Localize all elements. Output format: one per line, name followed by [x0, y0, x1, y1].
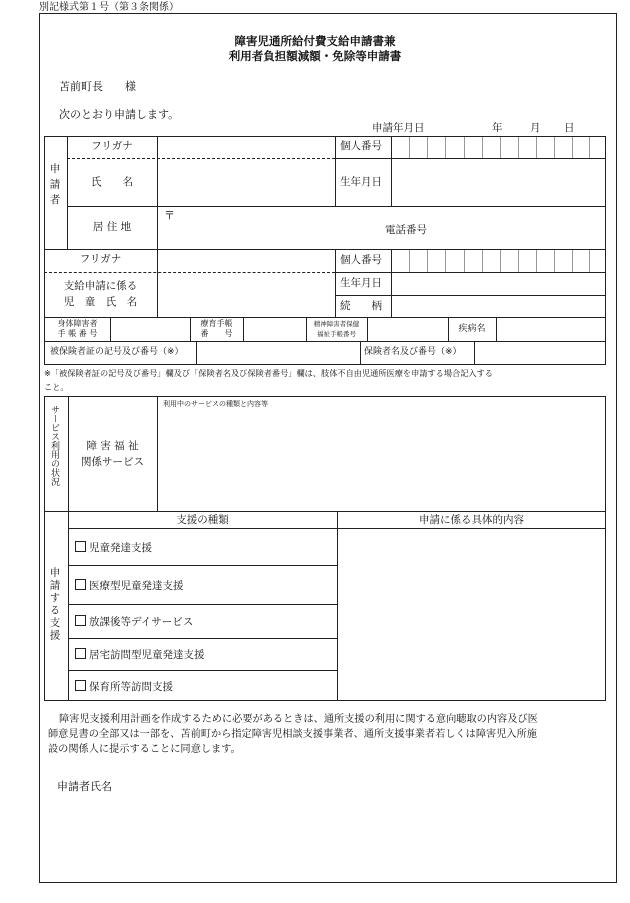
form-title-line1: 障害児通所給付費支給申請書兼: [234, 34, 396, 48]
applicant-signature-label: 申請者氏名: [57, 780, 112, 793]
child-name-label-line1: 支給申請に係る: [63, 280, 138, 292]
support-option-nursery-visit[interactable]: 保育所等訪問支援: [75, 680, 173, 693]
support-section-label: 申請する支援: [48, 567, 61, 642]
checkbox[interactable]: [75, 579, 86, 590]
service-use-section-label: サービス利用の状況: [49, 405, 59, 486]
intro-text: 次のとおり申請します。: [59, 108, 180, 121]
support-type-header: 支援の種類: [176, 514, 229, 526]
applicant-birthdate-label: 生年月日: [340, 176, 382, 188]
insurer-label: 保険者名及び番号（※）: [364, 347, 462, 357]
applicant-personal-number-label: 個人番号: [340, 140, 382, 152]
relationship-label: 続 柄: [340, 300, 382, 312]
consent-line2: 師意見書の全部又は一部を、苫前町から指定障害児相談支援事業者、通所支援事業者若しくは障害児入所施: [48, 729, 537, 740]
date-month-label: 月: [530, 122, 541, 134]
ryoiku-label-l1: 療育手帳: [200, 319, 233, 328]
child-furigana-label: フリガナ: [79, 253, 122, 265]
applicant-section-label: 申請者: [48, 163, 61, 210]
insured-cert-label: 被保険者証の記号及び番号（※）: [50, 347, 184, 357]
consent-line3: 設の関係人に提示することに同意します。: [48, 744, 241, 755]
date-day-label: 日: [564, 122, 575, 134]
checkbox[interactable]: [75, 648, 86, 659]
support-option-home-visit-development[interactable]: 居宅訪問型児童発達支援: [75, 648, 205, 661]
support-option-after-school-day-service[interactable]: 放課後等デイサービス: [75, 615, 193, 628]
checkbox[interactable]: [75, 680, 86, 691]
mental-cert-label-l1: 精神障害者保健: [313, 320, 360, 328]
disease-label: 疾病名: [458, 324, 486, 334]
date-year-label: 年: [492, 122, 503, 134]
welfare-service-label-line2: 関係サービス: [81, 456, 144, 468]
ryoiku-label-l2: 番 号: [200, 329, 233, 338]
disability-cert-label-l1: 身体障害者: [57, 319, 98, 328]
applicant-name-label: 氏 名: [91, 176, 133, 188]
applicant-furigana-label: フリガナ: [91, 140, 133, 152]
support-option-medical-child-development[interactable]: 医療型児童発達支援: [75, 579, 184, 592]
checkbox[interactable]: [75, 615, 86, 626]
mental-cert-label-l2: 福祉手帳番号: [317, 330, 356, 338]
welfare-service-label-line1: 障 害 福 祉: [86, 440, 139, 452]
checkbox[interactable]: [75, 541, 86, 552]
application-date-label: 申請年月日: [372, 122, 425, 134]
service-content-note: 利用中のサービスの種類と内容等: [163, 400, 268, 408]
disability-cert-label-l2: 手 帳 番 号: [57, 329, 98, 338]
child-name-label-line2: 児 童 氏 名: [63, 296, 138, 308]
postal-mark: 〒: [164, 209, 175, 222]
insurance-note-line1: ※「被保険者証の記号及び番号」欄及び「保険者名及び保険者番号」欄は、肢体不自由児通所医療を申請する場合記入する: [44, 368, 493, 378]
child-personal-number-label: 個人番号: [340, 254, 382, 266]
applicant-address-label: 居 住 地: [92, 221, 132, 233]
form-number: 別記様式第１号（第３条関係）: [39, 2, 179, 13]
form-title-line2: 利用者負担額減額・免除等申請書: [228, 49, 402, 63]
support-detail-header: 申請に係る具体的内容: [419, 514, 524, 526]
support-option-child-development[interactable]: 児童発達支援: [75, 541, 152, 554]
insurance-note-line2: こと。: [44, 382, 69, 392]
child-birthdate-label: 生年月日: [340, 277, 382, 289]
consent-line1: 障害児支援利用計画を作成するために必要があるときは、通所支援の利用に関する意向聴取の内容及び医: [59, 714, 538, 725]
phone-label: 電話番号: [385, 224, 427, 236]
addressee: 苫前町長 様: [59, 80, 136, 93]
